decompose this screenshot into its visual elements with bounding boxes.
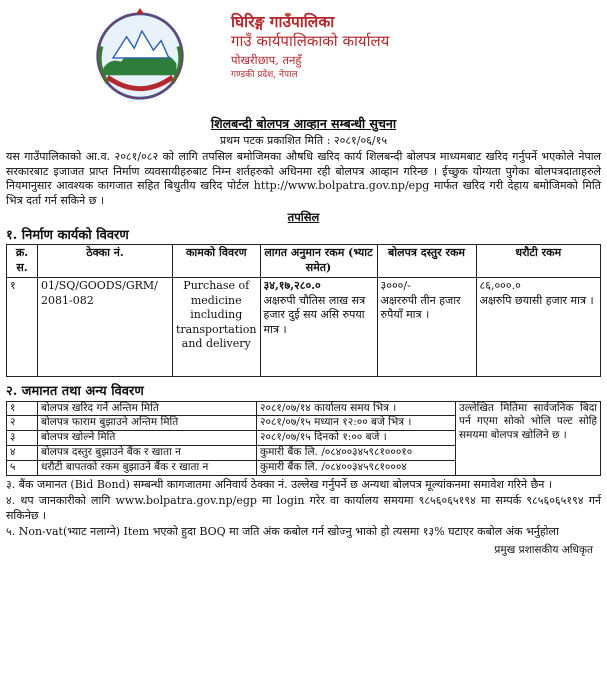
org-name: घिरिङ्ग गाउँपालिका [231,12,335,31]
fee-amount: ३०००/- [380,279,411,293]
municipality-emblem-icon [92,8,188,104]
section-1-heading: १. निर्माण कार्यको विवरण [6,228,129,244]
bond-sn: ३ [7,431,38,446]
row-sn: १ [7,278,38,377]
bond-label: बोलपत्र खरिद गर्ने अन्तिम मिति [38,401,257,416]
col-deposit: धरौटी रकम [476,245,600,278]
office-address: पोखरीछाप, तनहुँ [231,53,302,68]
bond-value: कुमारी बैंक लि. /०८४००३४५९८१०००४ [257,461,456,476]
bond-value: २०८१/०७/१४ कार्यालय समय भित्र । [257,401,456,416]
col-sn: क्र. स. [7,245,38,278]
holiday-note: उल्लेखित मितिमा सार्वजनिक बिदा पर्न गएमा सोको भोलि पल्ट सोहि समयमा बोलपत्र खोलिने छ । [456,401,601,475]
cost-words: अक्षरुपी चौतिस लाख सत्र हजार दुई सय असि रुपया मात्र । [263,293,366,336]
deposit-amount: ८६,०००.० [479,279,521,293]
bond-value: २०८१/०७/१५ दिनको १:०० बजे । [257,431,456,446]
note-bid-bond: ३. बैंक जमानत (Bid Bond) सम्बन्धी कागजातमा अनिवार्य ठेक्का नं. उल्लेख गर्नुपर्ने छ अन्यथा बोलपत्र मूल्यांकनमा समावेश गरिने छैन । [6,477,553,491]
schedule-heading: तपसिल [287,210,320,225]
cost-amount: ३४,१७,२८०.० [263,279,321,293]
bond-sn: ५ [7,461,38,476]
contract-no-text: 01/SQ/GOODS/GRM/ 2081-082 [41,279,158,307]
work-details-table [6,244,601,377]
bond-label: धरौटी बापतको रकम बुझाउने बैंक र खाता न [38,461,257,476]
fee-words: अक्षररुपी तीन हजार रुपैयाँ मात्र । [380,293,461,322]
col-cost-estimate: लागत अनुमान रकम (भ्याट समेत) [260,245,377,278]
notice-paragraph: यस गाउँपालिकाको आ.व. २०८१/०८२ को लागि तपसिल बमोजिमका औषधि खरिद कार्य शिलबन्दी बोलपत्र माध्यमबाट खरिद गर्नुपर्ने भएकोले नेपाल सरकारबाट इजाजत प्राप्त निर्माण व्यवसायीहरुबाट निम्न शर्तहरुको अधिनमा रही बोलपत्र आव्हान गरिन्छ । ईच्छुक योग्यता पुगेका बोलपत्रदाताहरुले नियमानुसार आवश्यक कागजात सहित बिधुतीय खरिद पोर्टल http://www.bolpatra.gov.np/epg मार्फत खरिद गरी देहाय बमोजिमको मिति भित्र दर्ता गर्न सकिने छ । [6,150,601,207]
col-contract-no: ठेक्का नं. [38,245,173,278]
row-contract-no [38,278,173,377]
note-non-vat: ५. Non-vat(भ्याट नलाग्ने) Item भएको हुदा BOQ मा जति अंक कबोल गर्न खोज्नु भाको हो त्यसमा १३% घटाएर कबोल अंक भर्नुहोला [6,525,559,539]
bond-value: कुमारी बैंक लि. /०८४००३४५९८१०००१० [257,446,456,461]
row-deposit [476,278,600,377]
bond-sn: ४ [7,446,38,461]
table-row [7,278,601,377]
note-contact: ४. थप जानकारीको लागि www.bolpatra.gov.np/egp मा login गरेर वा कार्यालय समयमा ९८५६०६५१९४ मा सम्पर्क ९८५६०६५१९४ गर्न सकिनेछ । [6,494,601,522]
bond-value: २०८१/०७/१५ मध्यान १२:०० बजे भित्र । [257,416,456,431]
table-row [7,401,601,416]
deposit-words: अक्षरुपि छयासी हजार मात्र । [479,293,594,307]
bond-sn: १ [7,401,38,416]
bond-label: बोलपत्र दस्तुर बुझाउने बैंक र खाता न [38,446,257,461]
publication-date: प्रथम पटक प्रकाशित मिति : २०८१/०६/१५ [219,133,388,147]
signature-title: प्रमुख प्रशासकीय अधिकृत [494,543,593,556]
row-cost [260,278,377,377]
table-header-row [7,245,601,278]
bond-label: बोलपत्र फाराम बुझाउने अन्तिम मिति [38,416,257,431]
province: गण्डकी प्रदेश, नेपाल [231,70,298,81]
section-2-heading: २. जमानत तथा अन्य विवरण [6,384,144,400]
letterhead [6,6,601,106]
row-fee [377,278,476,377]
office-name: गाउँ कार्यपालिकाको कार्यालय [231,31,390,50]
bond-details-table [6,401,601,476]
notice-title: शिलबन्दी बोलपत्र आव्हान सम्बन्धी सुचना [210,116,397,131]
bond-label: बोलपत्र खोल्ने मिति [38,431,257,446]
col-bid-fee: बोलपत्र दस्तुर रकम [377,245,476,278]
bond-sn: २ [7,416,38,431]
row-description: Purchase of medicine including transportation and delivery [173,278,261,377]
col-description: कामको विवरण [173,245,261,278]
